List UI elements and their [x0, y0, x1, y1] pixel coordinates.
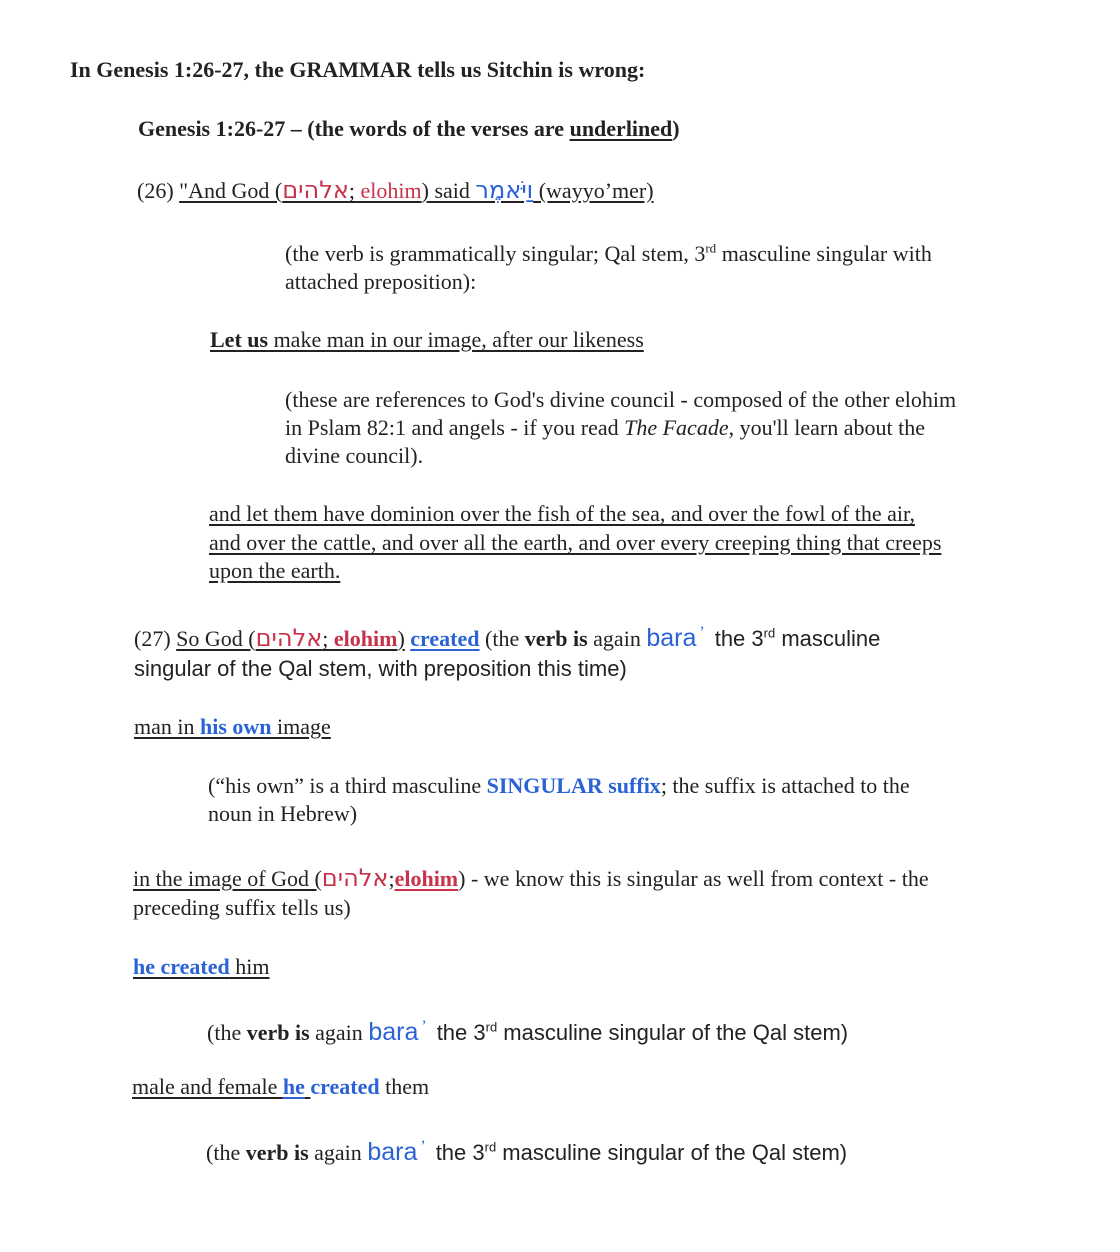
created-word: created [410, 626, 480, 651]
he-created-bold: he created [133, 954, 230, 979]
text: ; [348, 178, 361, 203]
text: (the verb is grammatically singular; Qal stem, 3 [285, 241, 706, 266]
let-us-bold: Let us [210, 327, 269, 352]
text: again [309, 1020, 369, 1045]
text: (the [206, 1140, 246, 1165]
sub-heading-prefix: Genesis 1:26-27 – (the words of the verses are [138, 116, 570, 141]
verse-27-line [134, 619, 880, 653]
text: So God ( [176, 626, 256, 651]
text: ; [322, 626, 334, 651]
text: (“his own” is a third masculine [208, 773, 487, 798]
elohim-word: elohim [394, 866, 459, 891]
note-divine-council: (these are references to God's divine council - composed of the other elohim [285, 387, 957, 412]
text: masculine [775, 626, 881, 651]
text: - we know this is singular as well from context - the [465, 866, 929, 891]
verse-26-line [137, 176, 654, 205]
text: in the image of God ( [133, 866, 322, 891]
note-divine-council-line2 [285, 414, 925, 442]
text: said [428, 178, 476, 203]
hebrew-elohim: אלהים [255, 624, 323, 652]
text: him [229, 954, 270, 979]
text: image [271, 714, 331, 739]
text: ) [458, 866, 466, 891]
text: them [379, 1074, 430, 1099]
text: the 3 [436, 1020, 486, 1045]
let-us-line [210, 326, 644, 354]
image-of-god-line [133, 864, 929, 893]
sub-heading-underlined: underlined [569, 116, 673, 141]
superscript: rd [763, 625, 776, 641]
singular-suffix-bold: SINGULAR suffix [486, 773, 661, 798]
text: (the [479, 626, 525, 651]
elohim-word: elohim [360, 178, 422, 203]
verb-bold: verb [246, 1020, 290, 1045]
note-bara-2 [206, 1133, 847, 1167]
dominion-line-1: and let them have dominion over the fish of the sea, and over the fowl of the air, [209, 501, 915, 526]
hebrew-elohim: אלהים [282, 176, 349, 204]
his-own-image-line [134, 713, 331, 741]
bara-word: bara [367, 1138, 418, 1166]
aleph-mark: ʼ [421, 1018, 427, 1035]
sub-heading [138, 115, 680, 143]
verse-27-line2: singular of the Qal stem, with preposition this time) [134, 656, 627, 681]
he-bold: he [282, 1074, 305, 1099]
superscript: rd [484, 1139, 497, 1155]
note-verb-singular [285, 240, 932, 268]
sub-heading-suffix: ) [672, 116, 680, 141]
text: again [587, 626, 647, 651]
text: , you'll learn about the [728, 415, 925, 440]
transliteration: (wayyo’mer) [533, 178, 654, 203]
dominion-line-3: upon the earth. [209, 558, 341, 583]
superscript: rd [485, 1019, 498, 1035]
his-own-bold: his own [200, 714, 272, 739]
note-singular-suffix [208, 772, 910, 800]
text: ; [388, 866, 395, 891]
book-title: The Facade [624, 415, 729, 440]
text: male and female [132, 1074, 283, 1099]
text: (the [207, 1020, 247, 1045]
verse-number: (27) [134, 626, 177, 651]
verse-27-text [176, 626, 405, 651]
elohim-word: elohim [333, 626, 398, 651]
dominion-line-2: and over the cattle, and over all the earth, and over every creeping thing that creeps [209, 530, 942, 555]
verb-bold: verb [245, 1140, 289, 1165]
is-bold: is [567, 626, 588, 651]
note-divine-council-line3: divine council). [285, 443, 424, 468]
bara-word: bara [368, 1018, 419, 1046]
page-heading: In Genesis 1:26-27, the GRAMMAR tells us Sitchin is wrong: [70, 57, 646, 82]
text: ; the suffix is attached to the [660, 773, 910, 798]
image-of-god-line2: preceding suffix tells us) [133, 895, 351, 920]
created-bold: created [310, 1074, 380, 1099]
text: the 3 [435, 1140, 485, 1165]
aleph-mark: ʼ [699, 624, 705, 641]
verse-26-text [179, 178, 653, 203]
text: in Pslam 82:1 and angels - if you read [285, 415, 625, 440]
text: "And God ( [179, 178, 283, 203]
text: masculine singular of the Qal stem) [496, 1140, 848, 1165]
text: masculine singular of the Qal stem) [497, 1020, 849, 1045]
hebrew-wayyomer: וַיֹּאמֶר [475, 176, 534, 204]
text: man in [134, 714, 200, 739]
note-bara-1 [207, 1013, 848, 1047]
bara-word: bara [646, 624, 697, 652]
aleph-mark: ʼ [420, 1138, 426, 1155]
he-created-him-line [133, 953, 269, 981]
hebrew-elohim: אלהים [321, 864, 389, 892]
note-verb-singular-line2: attached preposition): [285, 269, 477, 294]
note-singular-suffix-line2: noun in Hebrew) [208, 801, 358, 826]
text: again [308, 1140, 368, 1165]
is-bold: is [289, 1020, 310, 1045]
text: the 3 [714, 626, 764, 651]
text: ) [397, 626, 405, 651]
text: ) [421, 178, 429, 203]
verb-bold: verb [524, 626, 568, 651]
verse-number: (26) [137, 178, 180, 203]
superscript: rd [705, 240, 717, 256]
is-bold: is [288, 1140, 309, 1165]
male-female-line [132, 1073, 429, 1101]
text: make man in our image, after our likeness [268, 327, 644, 352]
text: masculine singular with [716, 241, 932, 266]
